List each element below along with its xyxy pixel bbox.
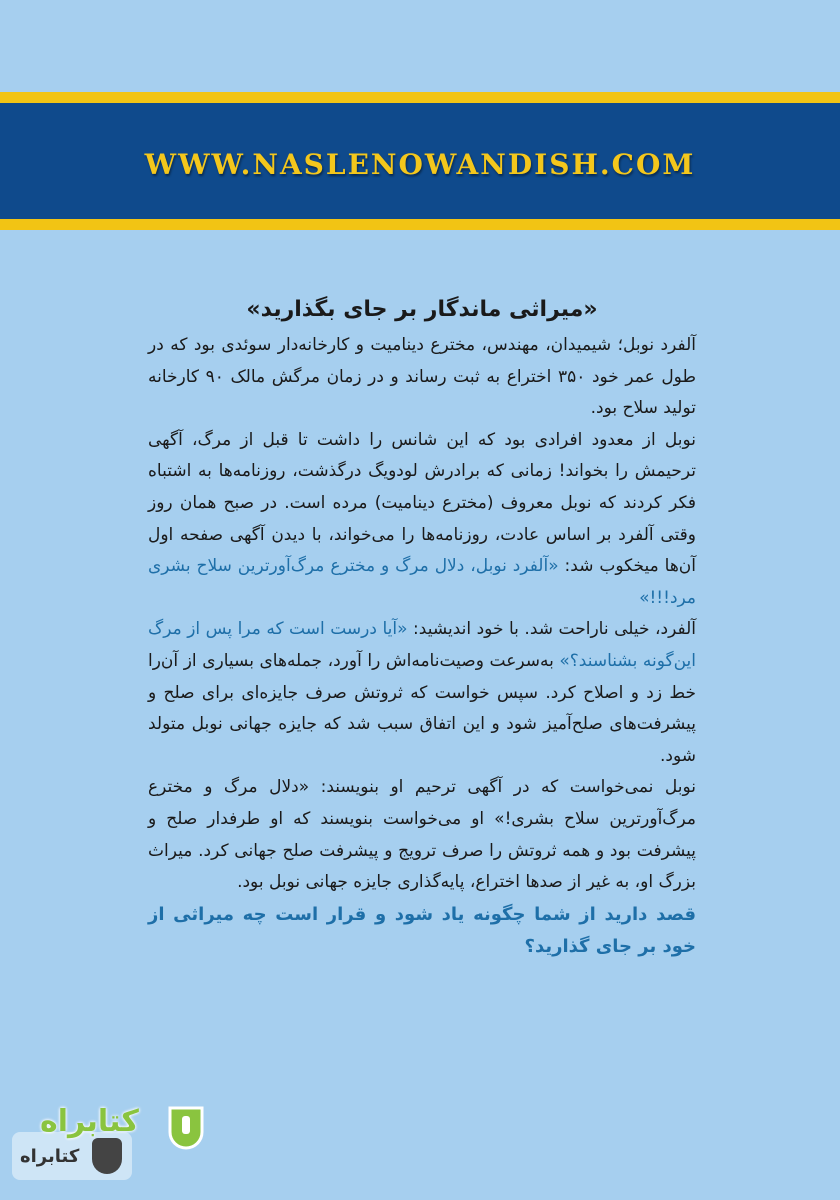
- watermark-badge: [12, 1132, 132, 1180]
- obituary-headline-quote: «آلفرد نوبل، دلال مرگ و مخترع مرگ‌آورترین سلاح بشری مرد!!!»: [148, 556, 696, 608]
- paragraph-2: [148, 425, 696, 615]
- ketabrah-leaf-icon: [162, 1100, 210, 1158]
- ketabrah-logo: [12, 1090, 212, 1190]
- paragraph-3-text-a: آلفرد، خیلی ناراحت شد. با خود اندیشید:: [407, 619, 696, 640]
- paragraph-3-text-b: به‌سرعت وصیت‌نامه‌اش را آورد، جمله‌های بسیاری از آن‌را خط زد و اصلاح کرد. سپس خواست که ثروتش صرف جایزه‌ای برای صلح و پیشرفت‌های صلح‌آمیز شود و این اتفاق سبب شد که جایزه جهانی نوبل متولد شود.: [148, 650, 696, 766]
- paragraph-3: [148, 614, 696, 772]
- website-url: WWW.NASLENOWANDISH.COM: [144, 147, 696, 181]
- watermark-text: کتابراه: [20, 1146, 80, 1167]
- watermark-mark-icon: [92, 1138, 122, 1174]
- paragraph-1: آلفرد نوبل؛ شیمیدان، مهندس، مخترع دینامیت و کارخانه‌دار سوئدی بود که در طول عمر خود ۳۵۰ اختراع به ثبت رساند و در زمان مرگش مالک ۹۰ کارخانه تولید سلاح بود.: [148, 335, 696, 419]
- website-banner: [0, 103, 840, 219]
- brand-name: کتابراه: [40, 1104, 139, 1139]
- nobel-thought-quote: «آیا درست است که مرا پس از مرگ این‌گونه بشناسند؟»: [148, 619, 696, 671]
- closing-question: قصد دارید از شما چگونه یاد شود و قرار است چه میراثی از خود بر جای گذارید؟: [148, 903, 696, 957]
- paragraph-2-text: نوبل از معدود افرادی بود که این شانس را داشت تا قبل از مرگ، آگهی ترحیمش را بخواند! زمانی که برادرش لودویگ درگذشت، روزنامه‌ها به اشتباه فکر کردند که نوبل معروف (مخترع دینامیت) مرده است. در صبح همان روز وقتی آلفرد بر اساس عادت، روزنامه‌ها را می‌خواند، با دیدن آگهی صفحه اول آن‌ها میخکوب شد:: [148, 429, 697, 577]
- article: [148, 292, 696, 963]
- paragraph-4: نوبل نمی‌خواست که در آگهی ترحیم او بنویسند: «دلال مرگ و مخترع مرگ‌آورترین سلاح بشری!» او می‌خواست بنویسند که او طرفدار صلح و پیشرفت بود و همه ثروتش را صرف ترویج و پیشرفت صلح جهانی کرد. میراث بزرگ او، به غیر از صدها اختراع، پایه‌گذاری جایزه جهانی نوبل بود.: [148, 777, 696, 893]
- article-title: «میراثی ماندگار بر جای بگذارید»: [246, 297, 598, 322]
- banner-bottom-stripe: [0, 219, 840, 230]
- banner-top-stripe: [0, 92, 840, 103]
